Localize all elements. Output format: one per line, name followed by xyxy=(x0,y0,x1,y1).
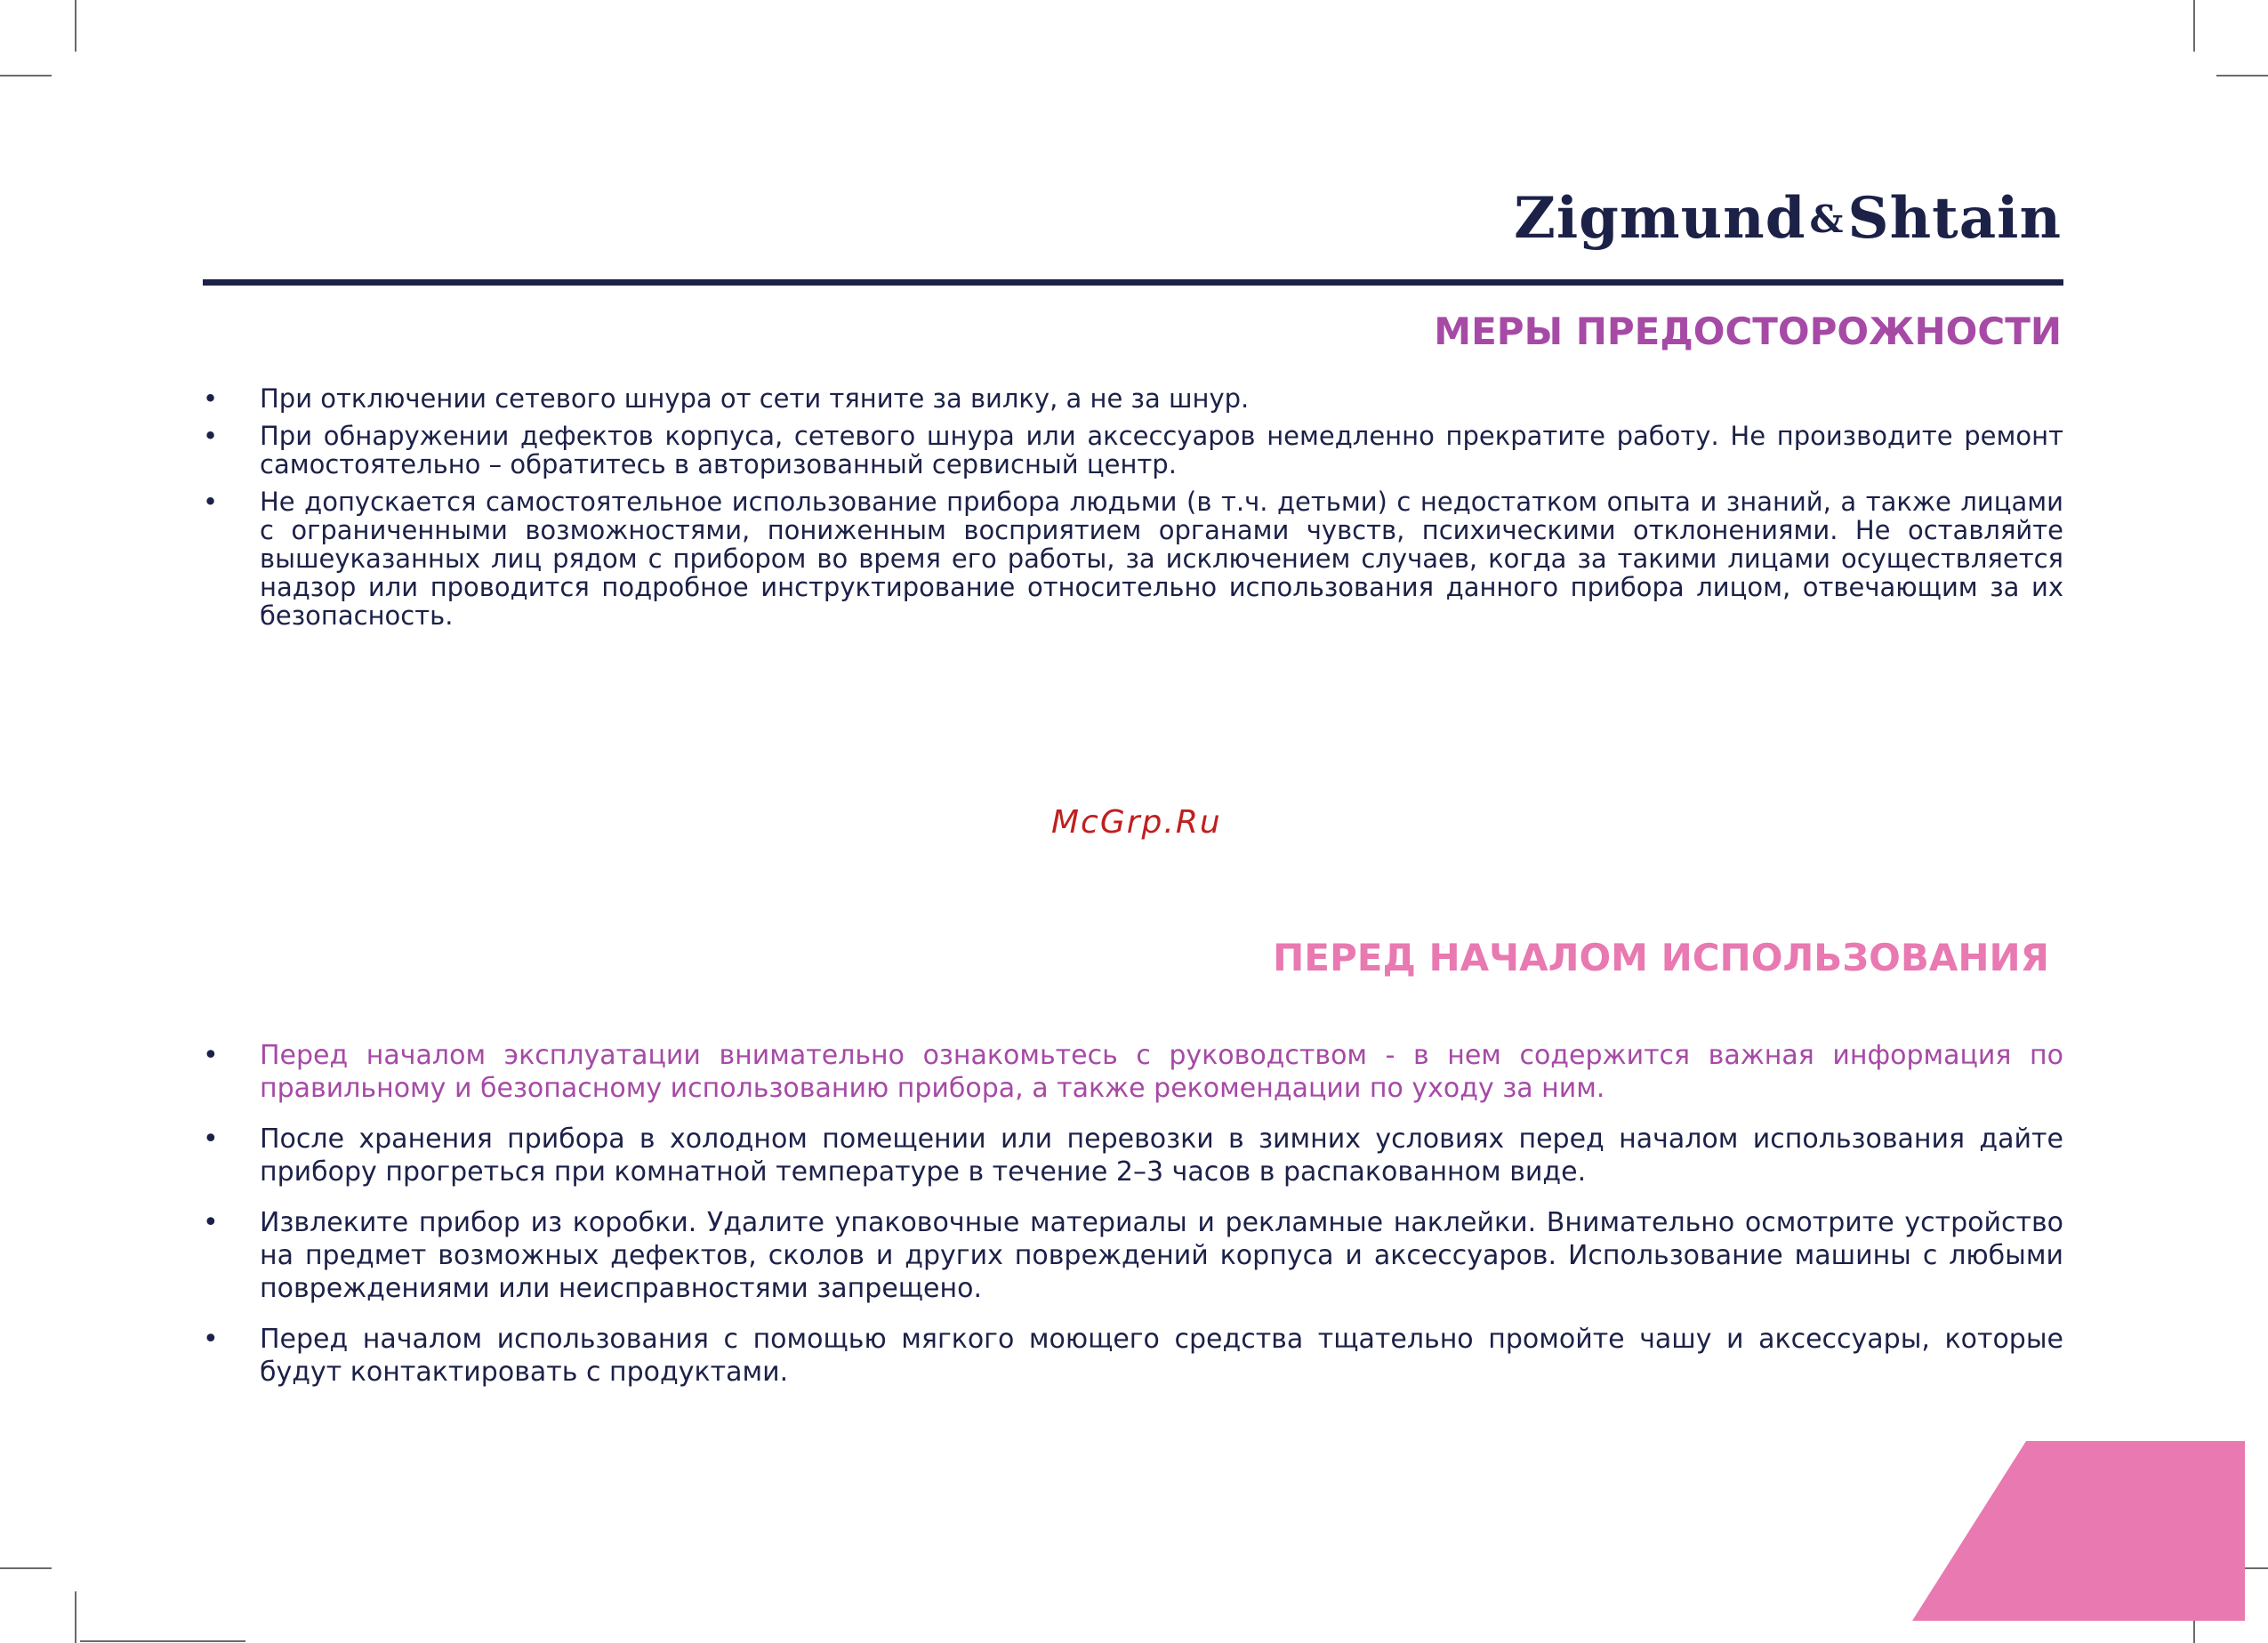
list-item-text: Не допускается самостоятельное использование прибора людьми (в т.ч. детьми) с недостатком опыта и знаний, а также лицами с ограниченными возможностями, пониженным восприятием органами чувств, психическими отклонениями. Не оставляйте вышеуказанных лиц рядом с прибором во время его работы, за исключением случаев, когда за такими лицами осуществляется надзор или проводится подробное инструктирование относительно использования данного прибора лицом, отвечающим за их безопасность. xyxy=(260,487,2063,631)
header-divider xyxy=(203,279,2063,286)
list-item xyxy=(203,422,2063,479)
brand-logo xyxy=(1514,185,2062,252)
bullet-icon: • xyxy=(203,383,219,414)
bullet-icon: • xyxy=(203,487,219,517)
crop-mark-top-right-horizontal xyxy=(2216,75,2268,77)
watermark-text: McGrp.Ru xyxy=(1051,804,1222,841)
crop-mark-top-left-vertical xyxy=(75,0,76,52)
list-item xyxy=(203,1123,2063,1188)
list-item-text: Извлеките прибор из коробки. Удалите упаковочные материалы и рекламные наклейки. Внимательно осмотрите устройство на предмет возможных дефектов, сколов и других повреждений корпуса и аксессуаров. Использование машины с любыми повреждениями или неисправностями запрещено. xyxy=(260,1207,2063,1304)
logo-ampersand: & xyxy=(1809,197,1845,241)
before-use-list xyxy=(203,1039,2063,1406)
list-item-text: При отключении сетевого шнура от сети тяните за вилку, а не за шнур. xyxy=(260,383,1250,414)
list-item-text: При обнаружении дефектов корпуса, сетевого шнура или аксессуаров немедленно прекратите работу. Не производите ремонт самостоятельно – обратитесь в авторизованный сервисный центр. xyxy=(260,421,2063,479)
crop-mark-bottom-edge-line xyxy=(80,1640,245,1642)
list-item-text: Перед началом эксплуатации внимательно ознакомьтесь с руководством - в нем содержится важная информация по правильному и безопасному использованию прибора, а также рекомендации по уходу за ним. xyxy=(260,1040,2063,1104)
bullet-icon: • xyxy=(203,1207,219,1238)
list-item-text: После хранения прибора в холодном помещении или перевозки в зимних условиях перед началом использования дайте прибору прогреться при комнатной температуре в течение 2–3 часов в распакованном виде. xyxy=(260,1124,2063,1188)
crop-mark-top-left-horizontal xyxy=(0,75,52,77)
list-item xyxy=(203,1206,2063,1305)
list-item xyxy=(203,487,2063,630)
section-title-before-use: ПЕРЕД НАЧАЛОМ ИСПОЛЬЗОВАНИЯ xyxy=(1273,936,2049,979)
bullet-icon: • xyxy=(203,1040,219,1071)
list-item xyxy=(203,384,2063,413)
decorative-corner-shape xyxy=(1912,1441,2245,1621)
logo-tail-text: Shtain xyxy=(1847,185,2062,252)
bullet-icon: • xyxy=(203,1124,219,1155)
section-title-precautions: МЕРЫ ПРЕДОСТОРОЖНОСТИ xyxy=(1434,310,2062,353)
crop-mark-bottom-left-vertical xyxy=(75,1591,76,1643)
bullet-icon: • xyxy=(203,1324,219,1355)
crop-mark-top-right-vertical xyxy=(2193,0,2195,52)
bullet-icon: • xyxy=(203,421,219,451)
corner-shape-fill xyxy=(1912,1441,2245,1621)
precautions-list xyxy=(203,384,2063,639)
logo-main-text: Zigmund xyxy=(1514,185,1806,252)
list-item-text: Перед началом использования с помощью мягкого моющего средства тщательно промойте чашу и аксессуары, которые будут контактировать с продуктами. xyxy=(260,1324,2063,1388)
list-item xyxy=(203,1039,2063,1105)
crop-mark-bottom-left-horizontal xyxy=(0,1567,52,1569)
list-item xyxy=(203,1323,2063,1389)
